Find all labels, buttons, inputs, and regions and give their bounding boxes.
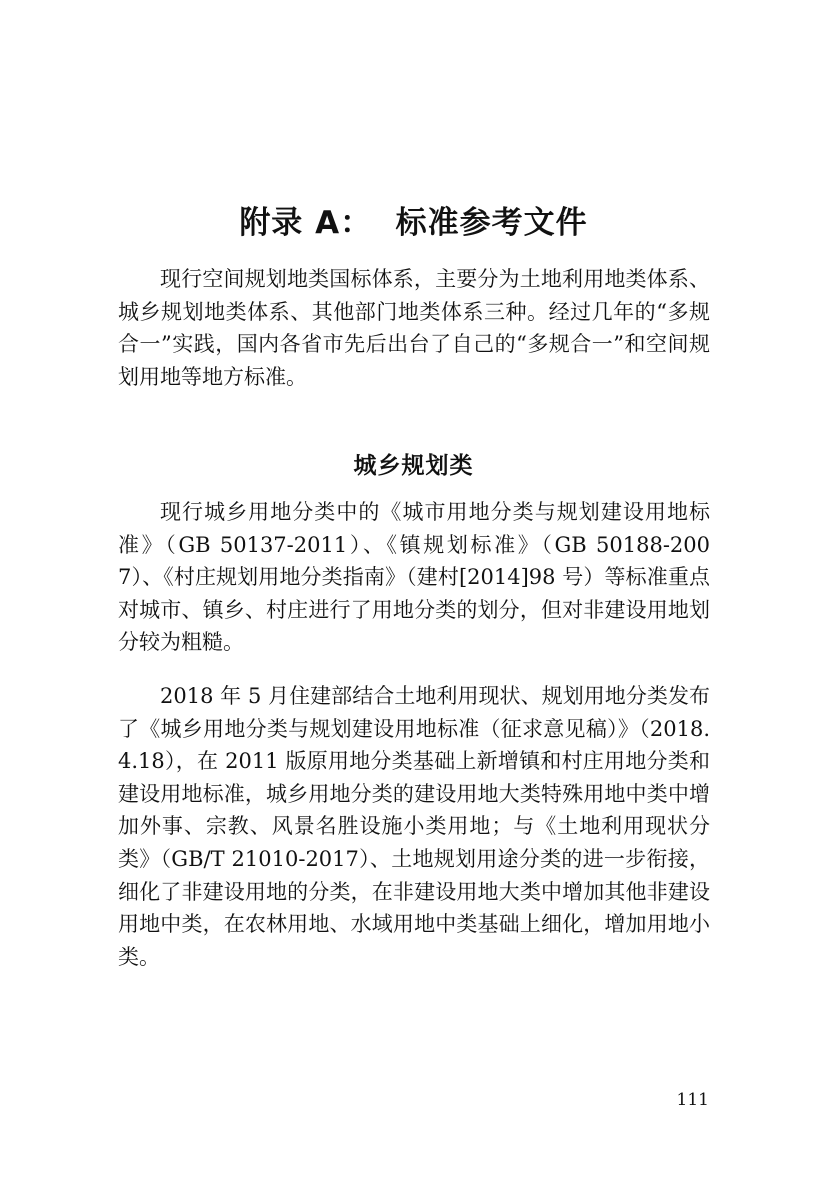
page-number: 111 [676,1090,709,1110]
intro-paragraph: 现行空间规划地类国标体系，主要分为土地利用地类体系、城乡规划地类体系、其他部门地类体系三种。经过几年的“多规合一”实践，国内各省市先后出台了自己的“多规合一”和空间规划用地等地方标准。 [118,267,710,389]
body-paragraph: 现行城乡用地分类中的《城市用地分类与规划建设用地标准》（GB 50137-2011）、《镇规划标准》（GB 50188-2007）、《村庄规划用地分类指南》（建村[2014]98 号）等标准重点对城市、镇乡、村庄进行了用地分类的划分，但对非建设用地划分较为粗糙。 [118,500,710,655]
body-paragraph: 2018 年 5 月住建部结合土地利用现状、规划用地分类发布了《城乡用地分类与规划建设用地标准（征求意见稿）》（2018.4.18），在 2011 版原用地分类基础上新增镇和村庄用地分类和建设用地标准，城乡用地分类的建设用地大类特殊用地中类中增加外事、宗教、风景名胜设施小类用地；与《土地利用现状分类》（GB/T 21010-2017）、土地规划用途分类的进一步衔接，细化了非建设用地的分类，在非建设用地大类中增加其他非建设用地中类，在农林用地、水域用地中类基础上细化，增加用地小类。 [118,684,710,969]
page-title: 附录 A： 标准参考文件 [239,204,588,241]
section-heading: 城乡规划类 [353,453,474,480]
